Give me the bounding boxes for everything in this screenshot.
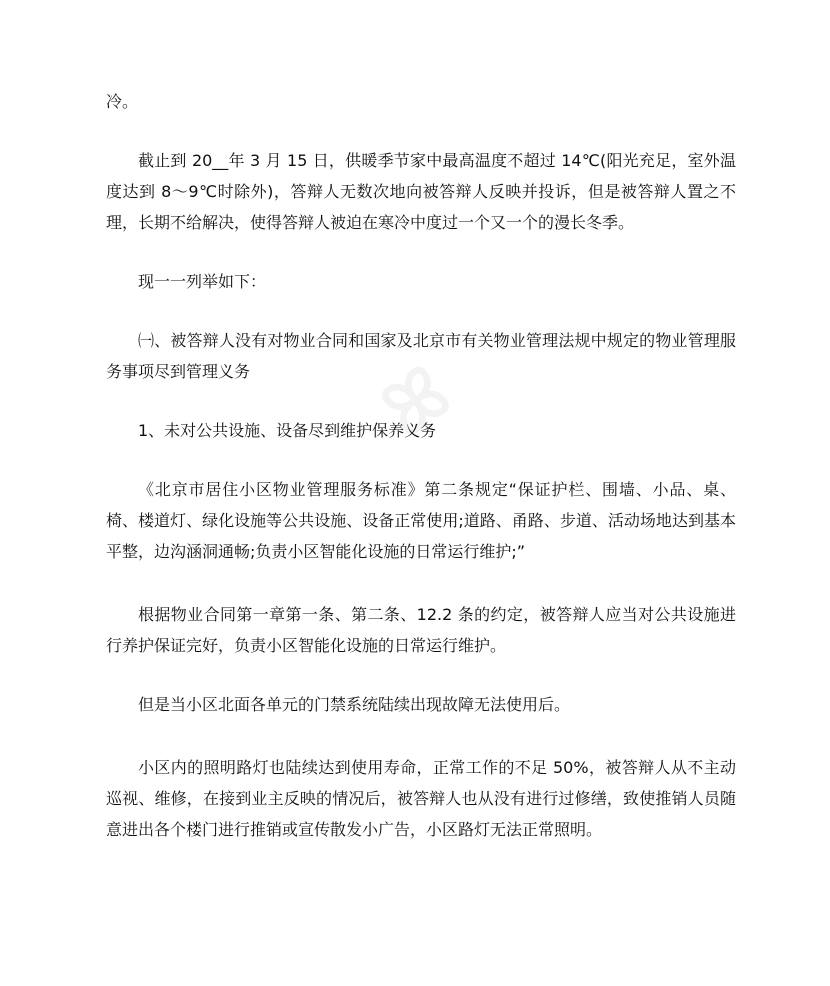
paragraph-4: ㈠、被答辩人没有对物业合同和国家及北京市有关物业管理法规中规定的物业管理服务事项尽到管理义务 xyxy=(106,331,736,381)
paragraph-2: 截止到 20__年 3 月 15 日，供暖季节家中最高温度不超过 14℃(阳光充足，室外温度达到 8～9℃时除外)，答辩人无数次地向被答辩人反映并投诉，但是被答辩人置之不理，长期不给解决，使得答辩人被迫在寒冷中度过一个又一个的漫长冬季。 xyxy=(106,151,736,232)
paragraph-8: 但是当小区北面各单元的门禁系统陆续出现故障无法使用后。 xyxy=(138,695,571,714)
paragraph-9: 小区内的照明路灯也陆续达到使用寿命，正常工作的不足 50%，被答辩人从不主动巡视、维修，在接到业主反映的情况后，被答辩人也从没有进行过修缮，致使推销人员随意进出各个楼门进行推销或宣传散发小广告，小区路灯无法正常照明。 xyxy=(106,758,736,839)
paragraph-1: 冷。 xyxy=(106,92,139,111)
paragraph-7: 根据物业合同第一章第一条、第二条、12.2 条的约定，被答辩人应当对公共设施进行养护保证完好，负责小区智能化设施的日常运行维护。 xyxy=(106,605,736,655)
paragraph-5: 1、未对公共设施、设备尽到维护保养义务 xyxy=(138,421,437,440)
paragraph-6: 《北京市居住小区物业管理服务标准》第二条规定“保证护栏、围墙、小品、桌、椅、楼道灯、绿化设施等公共设施、设备正常使用;道路、甬路、步道、活动场地达到基本平整，边沟涵洞通畅;负责小区智能化设施的日常运行维护;” xyxy=(106,480,736,561)
paragraph-3: 现一一列举如下： xyxy=(138,272,267,291)
document-body xyxy=(106,86,736,845)
watermark: ꕤ xyxy=(367,345,472,454)
